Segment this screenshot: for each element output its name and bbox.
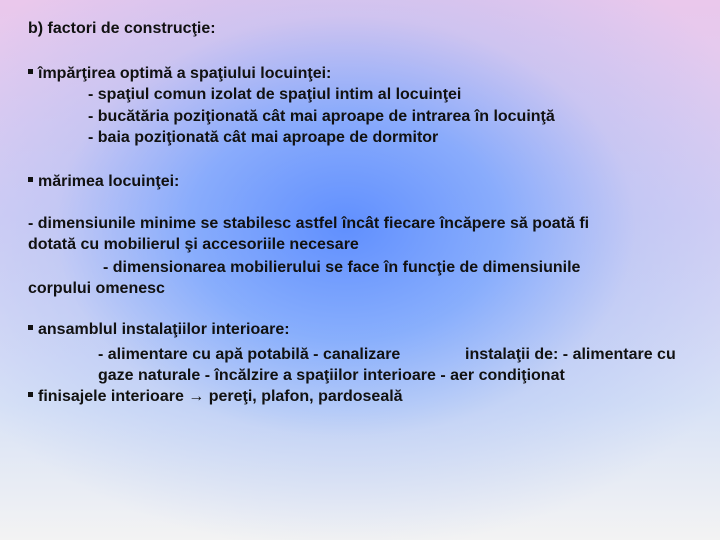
paragraph-line-minimum-dimensions: - dimensiunile minime se stabilesc astfel încât fiecare încăpere să poată fi — [28, 215, 590, 232]
bullet-dwelling-size — [28, 172, 179, 192]
paragraph-line-furniture: dotată cu mobilierul şi accesoriile necesare — [28, 236, 359, 253]
installations-line-installations-of: instalaţii de: - alimentare cu — [465, 346, 676, 363]
finishes-text: finisajele interioare → pereţi, plafon, pardoseală — [38, 388, 403, 405]
sub-item-kitchen: - bucătăria poziţionată cât mai aproape de intrarea în locuinţă — [88, 108, 555, 125]
section-title-dwelling-size: mărimea locuinţei: — [38, 173, 180, 190]
bullet-interior-installations — [28, 320, 290, 340]
bullet-interior-finishes — [28, 387, 403, 407]
section-title-installations: ansamblul instalaţiilor interioare: — [38, 321, 290, 338]
sub-item-common-space: - spaţiul comun izolat de spaţiul intim al locuinţei — [88, 86, 462, 103]
bullet-marker — [28, 69, 33, 74]
bullet-marker — [28, 177, 33, 182]
bullet-marker — [28, 325, 33, 330]
sub-item-bathroom: - baia poziţionată cât mai aproape de dormitor — [88, 129, 439, 146]
paragraph-line-furniture-dimensioning: - dimensionarea mobilierului se face în funcţie de dimensiunile — [103, 259, 581, 276]
slide-heading: b) factori de construcţie: — [28, 20, 216, 37]
section-title-space-division: împărţirea optimă a spaţiului locuinţei: — [38, 65, 332, 82]
installations-line-water: - alimentare cu apă potabilă - canalizare — [98, 346, 401, 363]
bullet-marker — [28, 392, 33, 397]
paragraph-line-human-body: corpului omenesc — [28, 280, 165, 297]
installations-line-gas: gaze naturale - încălzire a spaţiilor interioare - aer condiţionat — [98, 367, 565, 384]
bullet-optimal-space-division — [28, 64, 331, 84]
